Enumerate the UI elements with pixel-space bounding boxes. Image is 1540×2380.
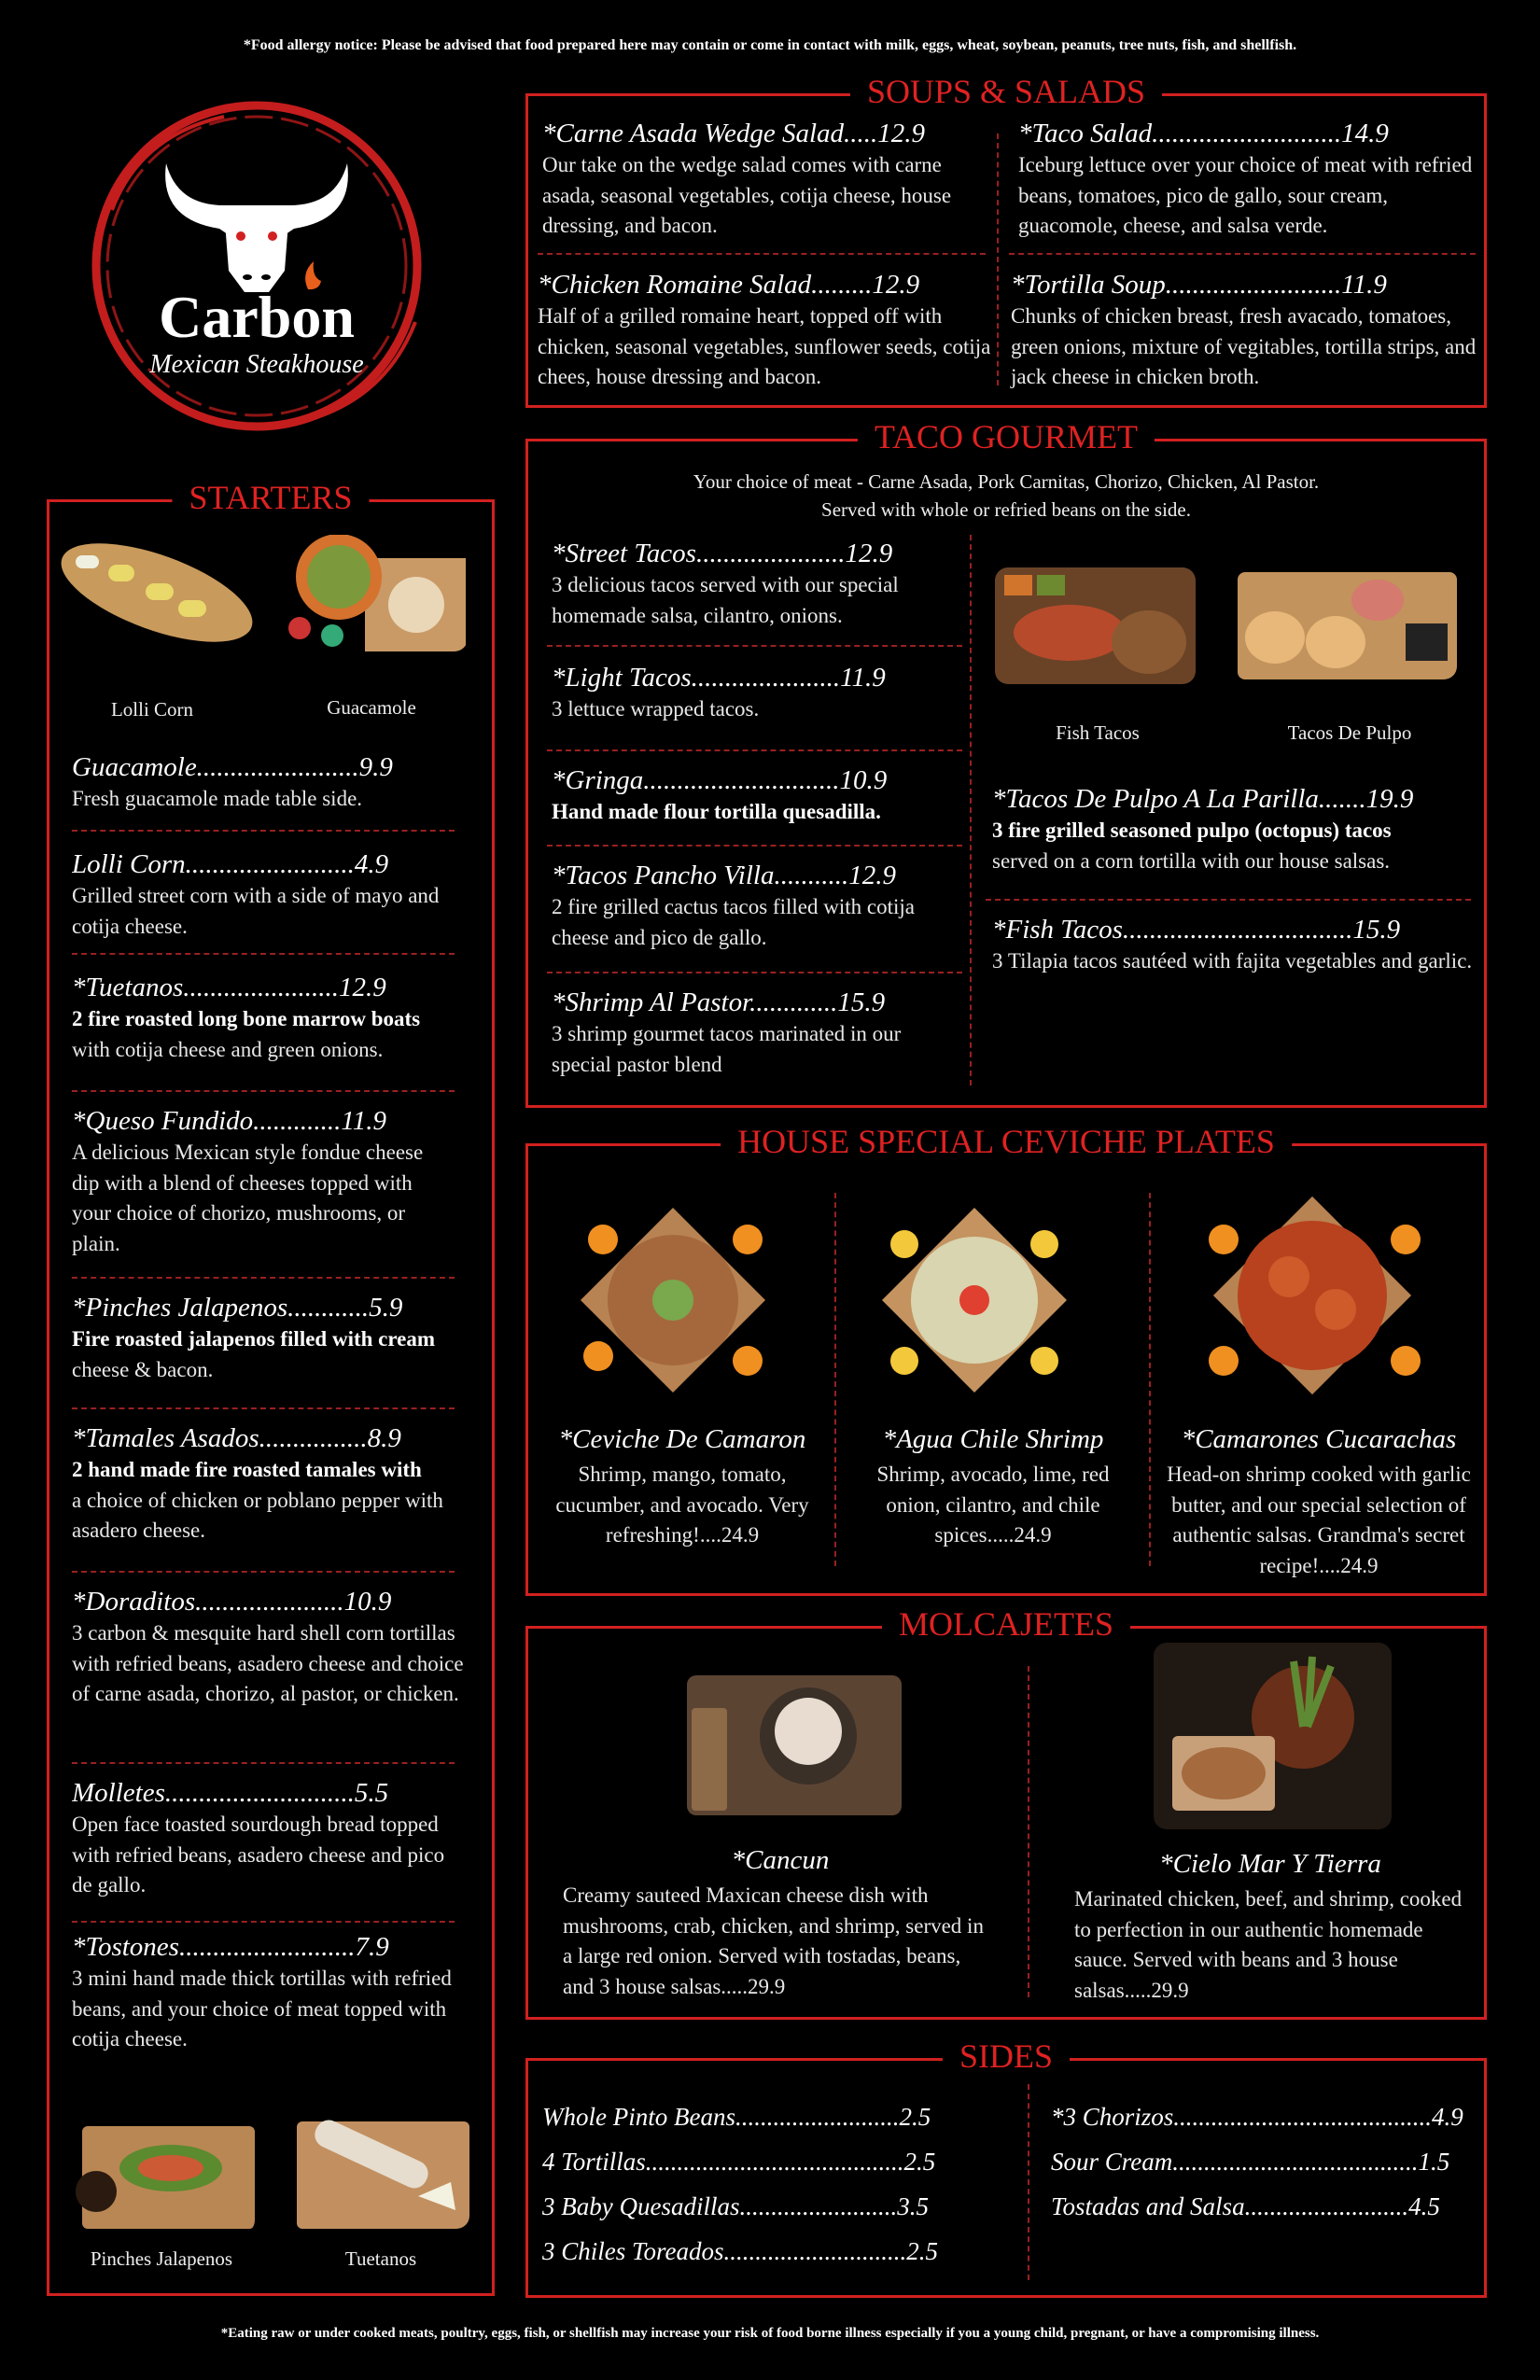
item-name: *Tuetanos.......................12.9 — [72, 973, 386, 1002]
menu-item — [72, 847, 473, 942]
side-item: 4 Tortillas.........................................2.5 — [542, 2148, 936, 2176]
camarones-cucarachas-photo — [1186, 1183, 1438, 1407]
side-item: Sour Cream.......................................1.5 — [1051, 2148, 1450, 2176]
menu-item — [72, 1421, 473, 1547]
divider — [72, 830, 455, 832]
starters-section — [47, 479, 495, 2296]
item-name: *Doraditos......................10.9 — [72, 1587, 392, 1617]
divider — [72, 1571, 455, 1573]
molcajete-item-name: *Cancun — [731, 1845, 830, 1875]
item-description: A delicious Mexican style fondue cheese dip with a blend of cheeses topped with your choice of chorizo, mushrooms, or plain. — [72, 1141, 424, 1255]
item-name: *Tacos Pancho Villa...........12.9 — [552, 861, 896, 890]
divider — [970, 535, 972, 1085]
molcajetes-title: MOLCAJETES — [882, 1604, 1130, 1644]
item-name: Guacamole........................9.9 — [72, 752, 393, 782]
item-name: *Queso Fundido.............11.9 — [72, 1106, 386, 1136]
ceviche-item-description: Head-on shrimp cooked with garlic butter, and our special selection of authentic salsas. Grandma's secret recipe!....24.9 — [1167, 1463, 1471, 1577]
fish-tacos-photo — [995, 567, 1196, 684]
molcajetes-section — [525, 1605, 1487, 2020]
lolli-corn-photo — [57, 535, 258, 651]
ceviche-item-description: Shrimp, mango, tomato, cucumber, and avocado. Very refreshing!....24.9 — [555, 1463, 809, 1547]
menu-item — [72, 1104, 445, 1259]
item-name: *Pinches Jalapenos............5.9 — [72, 1293, 403, 1323]
menu-item — [552, 661, 962, 725]
menu-item — [552, 537, 962, 631]
item-description-bold: 2 hand made fire roasted tamales with — [72, 1458, 422, 1481]
side-item: 3 Baby Quesadillas.........................3.5 — [542, 2192, 929, 2220]
allergy-notice: *Food allergy notice: Please be advised that food prepared here may contain or come in contact with milk, eggs, wheat, soybean, peanuts, tree nuts, fish, and shellfish. — [243, 37, 1297, 53]
item-description: Open face toasted sourdough bread topped with refried beans, asadero cheese and pico de gallo. — [72, 1813, 445, 1897]
divider — [72, 1090, 455, 1092]
item-name: *Tortilla Soup..........................11.9 — [1011, 270, 1387, 300]
item-description: Chunks of chicken breast, fresh avacado, tomatoes, green onions, mixture of vegitables, tortilla strips, and jack cheese in chicken broth. — [1011, 304, 1477, 388]
taco-intro-line-1: Your choice of meat - Carne Asada, Pork Carnitas, Chorizo, Chicken, Al Pastor. — [693, 470, 1320, 493]
taco-gourmet-title: TACO GOURMET — [858, 417, 1155, 456]
divider — [547, 749, 962, 751]
item-name: *Carne Asada Wedge Salad.....12.9 — [542, 119, 926, 148]
ceviche-camaron-photo — [566, 1188, 780, 1412]
ceviche-item-name: *Ceviche De Camaron — [558, 1424, 806, 1454]
starters-title: STARTERS — [173, 478, 370, 517]
divider — [547, 845, 962, 847]
item-description: Grilled street corn with a side of mayo and cotija cheese. — [72, 884, 440, 938]
menu-item — [72, 1776, 455, 1901]
side-item: *3 Chorizos.........................................4.9 — [1051, 2103, 1463, 2131]
item-description: 3 mini hand made thick tortillas with refried beans, and your choice of meat topped with cotija cheese. — [72, 1967, 452, 2051]
ceviche-section — [525, 1123, 1487, 1596]
sides-title: SIDES — [943, 2037, 1070, 2076]
ceviche-item-name: *Camarones Cucarachas — [1181, 1424, 1457, 1454]
menu-item — [72, 1930, 464, 2055]
caption-guacamole: Guacamole — [327, 696, 416, 719]
tuetanos-photo — [287, 2107, 469, 2229]
item-name: *Fish Tacos..................................15.9 — [992, 915, 1401, 945]
item-name: *Tamales Asados................8.9 — [72, 1423, 401, 1453]
item-description: Half of a grilled romaine heart, topped off with chicken, seasonal vegetables, sunflower seeds, cotija chees, house dressing and bacon. — [538, 304, 991, 388]
menu-item — [992, 782, 1477, 876]
side-item: Tostadas and Salsa..........................4.5 — [1051, 2192, 1440, 2220]
item-name: *Gringa.............................10.9 — [552, 765, 888, 795]
divider — [986, 899, 1471, 901]
item-description: 3 lettuce wrapped tacos. — [552, 697, 760, 721]
menu-item — [72, 971, 473, 1065]
divider — [547, 972, 962, 973]
divider — [538, 253, 986, 255]
item-description: Fresh guacamole made table side. — [72, 787, 363, 810]
menu-item — [1018, 117, 1476, 242]
menu-item — [72, 1585, 464, 1710]
item-description: 3 delicious tacos served with our special homemade salsa, cilantro, onions. — [552, 573, 899, 627]
caption-tuetanos: Tuetanos — [344, 2247, 417, 2270]
divider — [1149, 1193, 1151, 1566]
item-description: 3 Tilapia tacos sautéed with fajita vegetables and garlic. — [992, 949, 1473, 973]
divider — [1028, 2084, 1029, 2280]
item-description: Iceburg lettuce over your choice of meat with refried beans, tomatoes, pico de gallo, sour cream, guacomole, cheese, and salsa verde. — [1018, 153, 1473, 237]
divider — [1009, 253, 1476, 255]
menu-item — [552, 763, 962, 828]
item-name: Molletes............................5.5 — [72, 1778, 389, 1808]
menu-item — [552, 986, 962, 1080]
bull-head-icon — [165, 163, 348, 292]
cancun-photo — [678, 1666, 902, 1825]
menu-item — [542, 117, 1000, 242]
menu-item — [552, 859, 962, 953]
item-description: with cotija cheese and green onions. — [72, 1037, 384, 1061]
divider — [547, 645, 962, 647]
pinches-jalapenos-photo — [68, 2117, 255, 2233]
item-description: 2 fire grilled cactus tacos filled with cotija cheese and pico de gallo. — [552, 895, 915, 949]
molcajete-item-name: *Cielo Mar Y Tierra — [1159, 1849, 1381, 1879]
taco-intro-line-2: Served with whole or refried beans on the side. — [821, 498, 1191, 521]
logo-tagline: Mexican Steakhouse — [149, 350, 364, 379]
caption-pinches-jalapenos: Pinches Jalapenos — [90, 2247, 233, 2270]
divider — [834, 1193, 836, 1566]
divider — [1028, 1666, 1029, 1997]
restaurant-logo — [56, 79, 457, 453]
item-description: a choice of chicken or poblano pepper with asadero cheese. — [72, 1488, 443, 1542]
menu-item — [992, 913, 1477, 977]
item-description: served on a corn tortilla with our house salsas. — [992, 848, 1391, 873]
side-item: Whole Pinto Beans..........................2.5 — [542, 2103, 931, 2131]
tacos-de-pulpo-photo — [1228, 558, 1457, 679]
side-item: 3 Chiles Toreados.............................2.5 — [542, 2237, 939, 2265]
sides-section — [525, 2037, 1487, 2298]
guacamole-photo — [272, 535, 468, 651]
taco-gourmet-section — [525, 418, 1487, 1108]
item-name: *Shrimp Al Pastor.............15.9 — [552, 987, 886, 1017]
molcajete-item-description: Creamy sauteed Maxican cheese dish with mushrooms, crab, chicken, and shrimp, served in a large red onion. Served with tostadas, beans, and 3 house salsas.....29.9 — [563, 1883, 984, 1998]
divider — [72, 953, 455, 955]
menu-item — [72, 1291, 473, 1385]
item-description-bold: Hand made flour tortilla quesadilla. — [552, 800, 881, 823]
item-name: *Taco Salad............................14.9 — [1018, 119, 1389, 148]
item-name: *Chicken Romaine Salad.........12.9 — [538, 270, 920, 300]
menu-item — [538, 268, 1000, 393]
item-name: *Tostones..........................7.9 — [72, 1932, 389, 1962]
item-name: *Tacos De Pulpo A La Parilla.......19.9 — [992, 784, 1414, 814]
logo-ring-icon — [56, 79, 457, 453]
divider — [72, 1921, 455, 1923]
ceviche-item-description: Shrimp, avocado, lime, red onion, cilantro, and chile spices.....24.9 — [876, 1463, 1110, 1547]
item-description-bold: 3 fire grilled seasoned pulpo (octopus) tacos — [992, 819, 1392, 842]
soups-salads-section — [525, 73, 1487, 408]
soups-salads-title: SOUPS & SALADS — [850, 72, 1162, 111]
caption-lolli-corn: Lolli Corn — [110, 698, 194, 721]
menu-item — [1011, 268, 1487, 393]
item-name: *Light Tacos......................11.9 — [552, 663, 886, 693]
logo-name: Carbon — [159, 284, 355, 350]
divider — [72, 1762, 455, 1764]
item-name: Lolli Corn.........................4.9 — [72, 849, 389, 879]
raw-food-notice: *Eating raw or under cooked meats, poultry, eggs, fish, or shellfish may increase your risk of food borne illness especially if you a young child, pregnant, or have a compromising illness. — [220, 2326, 1320, 2341]
item-description: 3 shrimp gourmet tacos marinated in our special pastor blend — [552, 1022, 902, 1076]
molcajete-item-description: Marinated chicken, beef, and shrimp, cooked to perfection in our authentic homemade sauce. Served with beans and 3 house salsas.....29.9 — [1074, 1887, 1463, 2002]
item-description-bold: 2 fire roasted long bone marrow boats — [72, 1007, 421, 1030]
ceviche-title: HOUSE SPECIAL CEVICHE PLATES — [721, 1122, 1292, 1161]
item-name: *Street Tacos......................12.9 — [552, 539, 893, 568]
divider — [72, 1407, 455, 1409]
item-description: 3 carbon & mesquite hard shell corn tortillas with refried beans, asadero cheese and choice of carne asada, chorizo, al pastor, or chicken. — [72, 1621, 464, 1705]
item-description: cheese & bacon. — [72, 1357, 214, 1381]
ceviche-item-name: *Agua Chile Shrimp — [882, 1424, 1104, 1454]
menu-item — [72, 750, 473, 815]
cielo-mar-y-tierra-photo — [1154, 1643, 1392, 1829]
caption-tacos-de-pulpo: Tacos De Pulpo — [1287, 721, 1412, 744]
item-description-bold: Fire roasted jalapenos filled with cream — [72, 1327, 436, 1351]
caption-fish-tacos: Fish Tacos — [1056, 721, 1140, 744]
item-description: Our take on the wedge salad comes with carne asada, seasonal vegetables, cotija cheese, house dressing, and bacon. — [542, 153, 952, 237]
divider — [72, 1277, 455, 1279]
agua-chile-photo — [867, 1188, 1082, 1412]
